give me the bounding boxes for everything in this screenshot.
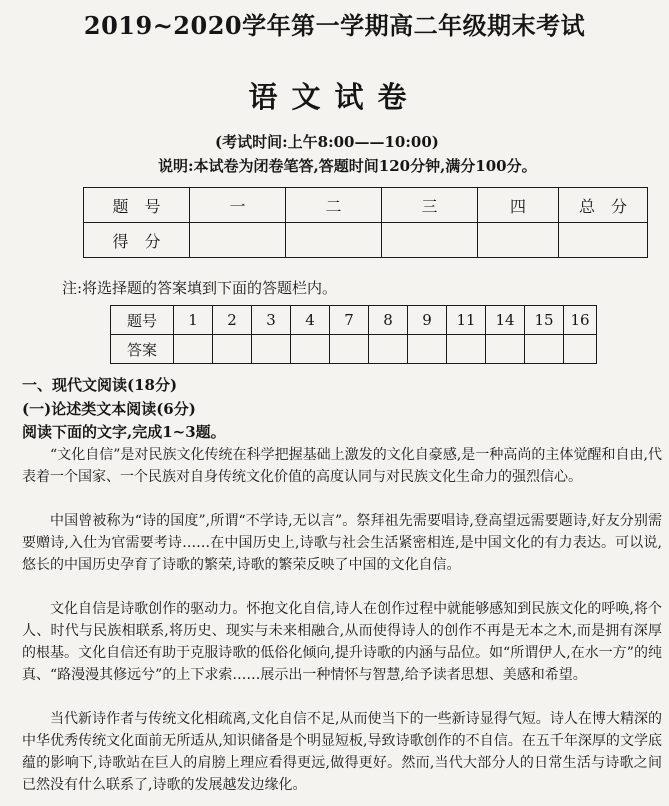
answer-header-cell: 1 — [174, 306, 213, 335]
score-table — [83, 187, 648, 258]
answer-cell[interactable] — [564, 335, 597, 364]
score-cell[interactable] — [478, 223, 559, 258]
exam-time: (考试时间:上午8:00——10:00) — [215, 133, 439, 151]
subject-title: 语文试卷 — [248, 80, 421, 114]
answer-cell[interactable] — [330, 335, 369, 364]
score-cell[interactable] — [286, 223, 382, 258]
answer-table-header-row — [111, 306, 597, 335]
answer-cell[interactable] — [291, 335, 330, 364]
score-cell[interactable] — [559, 223, 648, 258]
score-header-cell: 三 — [382, 188, 478, 223]
reading-instruction: 阅读下面的文字,完成1~3题。 — [22, 423, 226, 441]
score-cell[interactable] — [382, 223, 478, 258]
score-header-cell: 题 号 — [84, 188, 190, 223]
subsection-heading: (一)论述类文本阅读(6分) — [22, 400, 196, 418]
answer-header-cell: 9 — [408, 306, 447, 335]
answer-header-cell: 11 — [447, 306, 486, 335]
answer-header-cell: 16 — [564, 306, 597, 335]
answer-cell[interactable] — [525, 335, 564, 364]
answer-header-cell: 4 — [291, 306, 330, 335]
score-header-cell: 二 — [286, 188, 382, 223]
score-row-label: 得 分 — [84, 223, 190, 258]
answer-header-cell: 2 — [213, 306, 252, 335]
score-table-header-row — [84, 188, 648, 223]
score-header-cell: 一 — [190, 188, 286, 223]
passage-paragraph: 中国曾被称为“诗的国度”,所谓“不学诗,无以言”。祭拜祖先需要唱诗,登高望远需要题诗,好友分别需要赠诗,入仕为官需要考诗……在中国历史上,诗歌与社会生活紧密相连,是中国文化的有力表达。可以说,悠长的中国历史孕育了诗歌的繁荣,诗歌的繁荣反映了中国的文化自信。 — [22, 513, 662, 573]
answer-note: 注:将选择题的答案填到下面的答题栏内。 — [62, 279, 338, 297]
answer-header-cell: 题号 — [111, 306, 174, 335]
answer-cell[interactable] — [369, 335, 408, 364]
answer-cell[interactable] — [447, 335, 486, 364]
answer-cell[interactable] — [174, 335, 213, 364]
answer-table-answer-row — [111, 335, 597, 364]
answer-cell[interactable] — [486, 335, 525, 364]
score-header-cell: 总 分 — [559, 188, 648, 223]
answer-cell[interactable] — [213, 335, 252, 364]
answer-cell[interactable] — [408, 335, 447, 364]
section-heading: 一、现代文阅读(18分) — [22, 376, 178, 394]
score-table-score-row — [84, 223, 648, 258]
passage-paragraph: 文化自信是诗歌创作的驱动力。怀抱文化自信,诗人在创作过程中就能够感知到民族文化的呼唤,将个人、时代与民族相联系,将历史、现实与未来相融合,从而使得诗人的创作不再是无本之木,而是拥有深厚的根基。文化自信还有助于克服诗歌的低俗化倾向,提升诗歌的内涵与品位。如“所谓伊人,在水一方”的纯真、“路漫漫其修远兮”的上下求索……展示出一种情怀与智慧,给予读者思想、美感和希望。 — [22, 601, 662, 683]
answer-header-cell: 8 — [369, 306, 408, 335]
exam-instructions: 说明:本试卷为闭卷笔答,答题时间120分钟,满分100分。 — [158, 157, 537, 175]
answer-header-cell: 15 — [525, 306, 564, 335]
score-cell[interactable] — [190, 223, 286, 258]
exam-title: 2019~2020学年第一学期高二年级期末考试 — [83, 11, 586, 40]
answer-header-cell: 3 — [252, 306, 291, 335]
answer-cell[interactable] — [252, 335, 291, 364]
answer-table — [110, 305, 597, 364]
passage-paragraph: “文化自信”是对民族文化传统在科学把握基础上激发的文化自豪感,是一种高尚的主体觉醒和自由,代表着一个国家、一个民族对自身传统文化价值的高度认同与对民族文化生命力的强烈信心。 — [22, 447, 662, 485]
passage-paragraph: 当代新诗作者与传统文化相疏离,文化自信不足,从而使当下的一些新诗显得气短。诗人在博大精深的中华优秀传统文化面前无所适从,知识储备是个明显短板,导致诗歌创作的不自信。在五千年深厚的文学底蕴的影响下,诗歌站在巨人的肩膀上理应看得更远,做得更好。然而,当代大部分人的日常生活与诗歌之间已然没有什么联系了,诗歌的发展越发边缘化。 — [22, 711, 662, 793]
answer-header-cell: 14 — [486, 306, 525, 335]
answer-row-label: 答案 — [111, 335, 174, 364]
answer-header-cell: 7 — [330, 306, 369, 335]
score-header-cell: 四 — [478, 188, 559, 223]
